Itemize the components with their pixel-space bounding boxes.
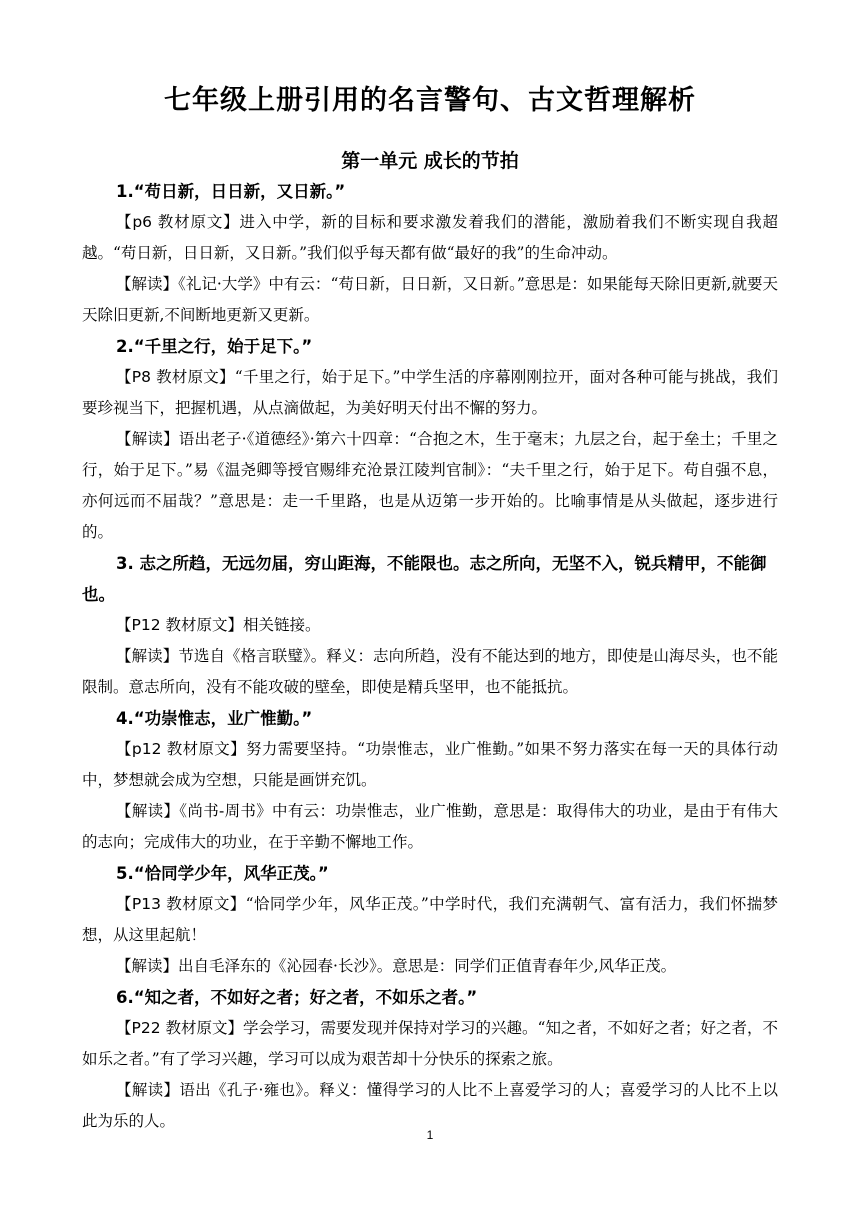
- interpretation-tag: 【解读】: [116, 957, 179, 975]
- source-tag: 【P8 教材原文】: [116, 368, 235, 386]
- unit-title: 第一单元 成长的节拍: [341, 150, 519, 172]
- quote-heading-3: 3. 志之所趋，无远勿届，穷山距海，不能限也。志之所向，无坚不入，锐兵精甲，不能御也。: [82, 554, 767, 604]
- quote-heading-2: 2.“千里之行，始于足下。”: [116, 337, 313, 356]
- quote-heading-4: 4.“功崇惟志，业广惟勤。”: [116, 709, 313, 728]
- interpretation-text: 出自毛泽东的《沁园春·长沙》。意思是：同学们正值青春年少,风华正茂。: [178, 957, 677, 975]
- document-content: [82, 176, 778, 1137]
- source-tag: 【p12 教材原文】: [116, 740, 247, 758]
- source-text: “千里之行，始于足下。”中学生活的序幕刚刚拉开，面对各种可能与挑战，我们要珍视当下，把握机遇，从点滴做起，为美好明天付出不懈的努力。: [82, 368, 778, 417]
- interpretation-paragraph-1: [82, 269, 778, 331]
- source-text: 相关链接。: [243, 616, 321, 634]
- interpretation-paragraph-3: [82, 641, 778, 703]
- source-paragraph-4: [82, 734, 778, 796]
- interpretation-text: 节选自《格言联璧》。释义：志向所趋，没有不能达到的地方，即使是山海尽头，也不能限制。意志所向，没有不能攻破的壁垒，即使是精兵坚甲，也不能抵抗。: [82, 647, 778, 696]
- interpretation-text: 语出《孔子·雍也》。释义：懂得学习的人比不上喜爱学习的人；喜爱学习的人比不上以此为乐的人。: [82, 1081, 778, 1130]
- interpretation-paragraph-2: [82, 424, 778, 548]
- source-paragraph-6: [82, 1013, 778, 1075]
- interpretation-tag: 【解读】: [116, 275, 179, 293]
- quote-heading-6: 6.“知之者，不如好之者；好之者，不如乐之者。”: [116, 988, 478, 1007]
- source-tag: 【p6 教材原文】: [116, 213, 240, 231]
- document-title: 七年级上册引用的名言警句、古文哲理解析: [164, 85, 696, 116]
- interpretation-tag: 【解读】: [116, 802, 180, 820]
- source-tag: 【P12 教材原文】: [116, 616, 243, 634]
- interpretation-tag: 【解读】: [116, 430, 179, 448]
- interpretation-text: 《礼记·大学》中有云：“苟日新，日日新，又日新。”意思是：如果能每天除旧更新,就要天天除旧更新,不间断地更新又更新。: [82, 275, 778, 324]
- source-tag: 【P22 教材原文】: [116, 1019, 244, 1037]
- source-text: 进入中学，新的目标和要求激发着我们的潜能，激励着我们不断实现自我超越。“苟日新，日日新，又日新。”我们似乎每天都有做“最好的我”的生命冲动。: [82, 213, 778, 262]
- page-number: 1: [426, 1128, 434, 1142]
- interpretation-paragraph-4: [82, 796, 778, 858]
- source-tag: 【P13 教材原文】: [116, 895, 246, 913]
- source-paragraph-5: [82, 889, 778, 951]
- source-paragraph-2: [82, 362, 778, 424]
- interpretation-text: 语出老子·《道德经》·第六十四章：“合抱之木，生于毫末；九层之台，起于垒土；千里之行，始于足下。”易《温尧卿等授官赐绯充沧景江陵判官制》：“夫千里之行，始于足下。苟自强不息，亦何远而不届哉？”意思是：走一千里路，也是从迈第一步开始的。比喻事情是从头做起，逐步进行的。: [82, 430, 778, 541]
- source-text: 学会学习，需要发现并保持对学习的兴趣。“知之者，不如好之者；好之者，不如乐之者。”有了学习兴趣，学习可以成为艰苦却十分快乐的探索之旅。: [82, 1019, 778, 1068]
- interpretation-text: 《尚书-周书》中有云：功崇惟志，业广惟勤，意思是：取得伟大的功业，是由于有伟大的志向；完成伟大的功业，在于辛勤不懈地工作。: [82, 802, 778, 851]
- source-text: 努力需要坚持。“功崇惟志，业广惟勤。”如果不努力落实在每一天的具体行动中，梦想就会成为空想，只能是画饼充饥。: [82, 740, 778, 789]
- interpretation-tag: 【解读】: [116, 647, 179, 665]
- interpretation-tag: 【解读】: [116, 1081, 180, 1099]
- source-paragraph-1: [82, 207, 778, 269]
- source-text: “恰同学少年，风华正茂。”中学时代，我们充满朝气、富有活力，我们怀揣梦想，从这里起航！: [82, 895, 779, 944]
- quote-heading-1: 1.“苟日新，日日新，又日新。”: [116, 182, 346, 201]
- quote-heading-5: 5.“恰同学少年，风华正茂。”: [116, 864, 329, 883]
- interpretation-paragraph-5: [82, 951, 778, 982]
- source-paragraph-3: [82, 610, 778, 641]
